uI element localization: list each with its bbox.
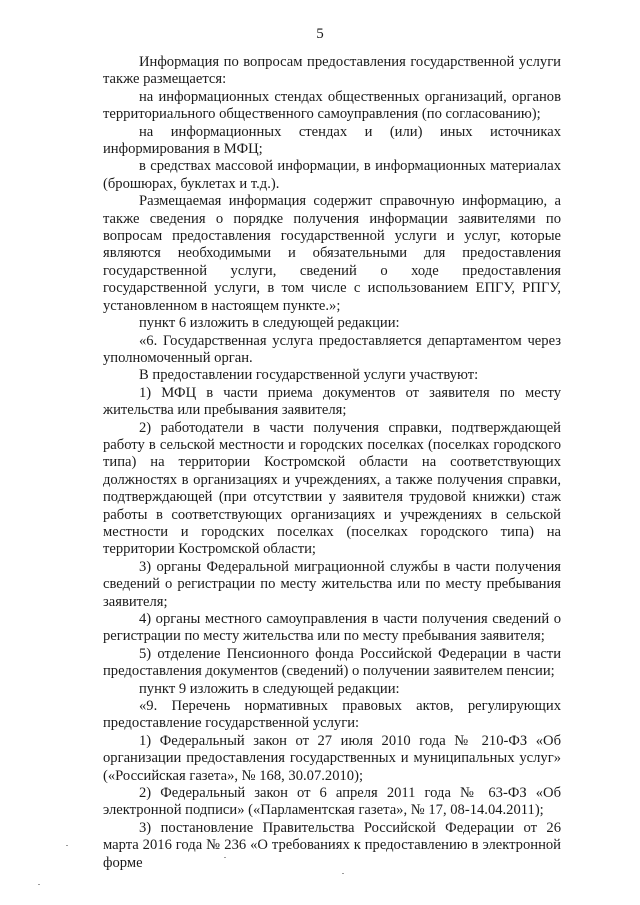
- document-body: [103, 54, 561, 872]
- paragraph: на информационных стендах и (или) иных источниках информирования в МФЦ;: [103, 123, 561, 158]
- scan-speck: [224, 857, 226, 858]
- scan-speck: [38, 884, 40, 885]
- paragraph: 5) отделение Пенсионного фонда Российской Федерации в части предоставления документов (сведений) о получении заявителем пенсии;: [103, 645, 561, 680]
- paragraph: 4) органы местного самоуправления в части получения сведений о регистрации по месту жительства или по месту пребывания заявителя;: [103, 611, 561, 645]
- paragraph: 3) постановление Правительства Российской Федерации от 26 марта 2016 года № 236 «О требованиях к предоставлению в электронной форме: [103, 819, 561, 871]
- scan-speck: [342, 873, 344, 874]
- paragraph: пункт 6 изложить в следующей редакции:: [139, 315, 400, 332]
- paragraph: пункт 9 изложить в следующей редакции:: [139, 680, 400, 697]
- paragraph: «6. Государственная услуга предоставляется департаментом через уполномоченный орган.: [103, 332, 561, 366]
- paragraph: «9. Перечень нормативных правовых актов, регулирующих предоставление государственной услуги:: [103, 698, 561, 732]
- scan-speck: [66, 845, 68, 846]
- paragraph: 1) Федеральный закон от 27 июля 2010 года № 210-ФЗ «Об организации предоставления государственных и муниципальных услуг» («Российская газета», № 168, 30.07.2010);: [103, 732, 561, 784]
- paragraph: на информационных стендах общественных организаций, органов территориального общественного самоуправления (по согласованию);: [103, 88, 561, 123]
- paragraph: Информация по вопросам предоставления государственной услуги также размещается:: [103, 54, 561, 88]
- paragraph: Размещаемая информация содержит справочную информацию, а также сведения о порядке получения информации заявителями по вопросам предоставления государственной услуги и услуг, которые являются необходимыми и обязательными для предоставления государственной услуги, сведений о ходе предоставления государственной услуги, в том числе с использованием ЕПГУ, РПГУ, установленном в настоящем пункте.»;: [103, 193, 561, 314]
- paragraph: 1) МФЦ в части приема документов от заявителя по месту жительства или пребывания заявителя;: [103, 384, 561, 419]
- paragraph: в средствах массовой информации, в информационных материалах (брошюрах, буклетах и т.д.).: [103, 158, 561, 192]
- paragraph: В предоставлении государственной услуги участвуют:: [139, 367, 479, 384]
- paragraph: 2) работодатели в части получения справки, подтверждающей работу в сельской местности и городских поселках (поселках городского типа) на территории Костромской области на соответствующих должностях в организациях и учреждениях, а также получения справки, подтверждающей (при отсутствии у заявителя трудовой книжки) стаж работы в соответствующих организациях и учреждениях в сельской местности и городских поселках (поселках городского типа) на территории Костромской области;: [103, 419, 561, 558]
- paragraph: 2) Федеральный закон от 6 апреля 2011 года № 63-ФЗ «Об электронной подписи» («Парламентская газета», № 17, 08-14.04.2011);: [103, 785, 561, 819]
- page-number: 5: [316, 26, 324, 42]
- paragraph: 3) органы Федеральной миграционной службы в части получения сведений о регистрации по месту жительства или по месту пребывания заявителя;: [103, 558, 561, 610]
